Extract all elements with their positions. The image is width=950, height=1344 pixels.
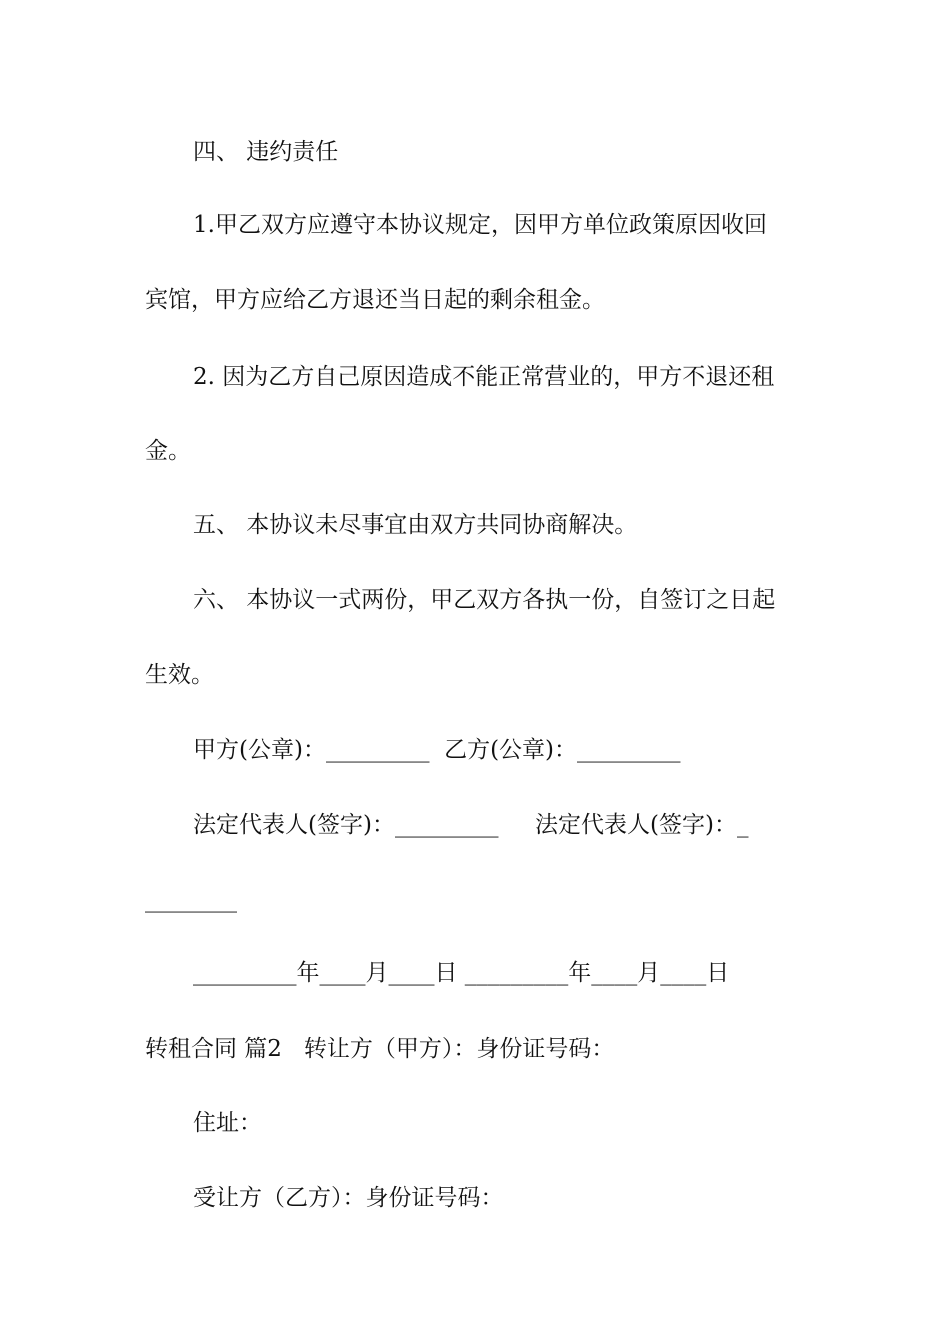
transferee-id-line: 受让方（乙方）：身份证号码： bbox=[193, 1185, 504, 1211]
party-seal-line: 甲方(公章)：_________ 乙方(公章)：_________ bbox=[193, 737, 681, 763]
section-heading-breach-liability: 四、 违约责任 bbox=[193, 139, 339, 165]
signature-blank-continuation: ________ bbox=[145, 887, 237, 913]
representative-signature-line: 法定代表人(签字)：_________ 法定代表人(签字)：_ bbox=[193, 812, 749, 838]
address-line: 住址： bbox=[193, 1110, 262, 1136]
paragraph-line: 1.甲乙双方应遵守本协议规定，因甲方单位政策原因收回 bbox=[193, 212, 767, 238]
section-heading-five: 五、 本协议未尽事宜由双方共同协商解决。 bbox=[193, 512, 638, 538]
section-heading-six: 六、 本协议一式两份，甲乙双方各执一份，自签订之日起 bbox=[193, 587, 776, 613]
paragraph-line: 生效。 bbox=[145, 662, 214, 688]
paragraph-line: 宾馆，甲方应给乙方退还当日起的剩余租金。 bbox=[145, 287, 605, 313]
paragraph-line: 2. 因为乙方自己原因造成不能正常营业的，甲方不退还租 bbox=[193, 364, 775, 390]
contract-title-line: 转租合同 篇2 转让方（甲方）：身份证号码： bbox=[145, 1036, 615, 1062]
date-line: _________年____月____日 _________年____月____日 bbox=[193, 960, 730, 986]
paragraph-line: 金。 bbox=[145, 438, 191, 464]
